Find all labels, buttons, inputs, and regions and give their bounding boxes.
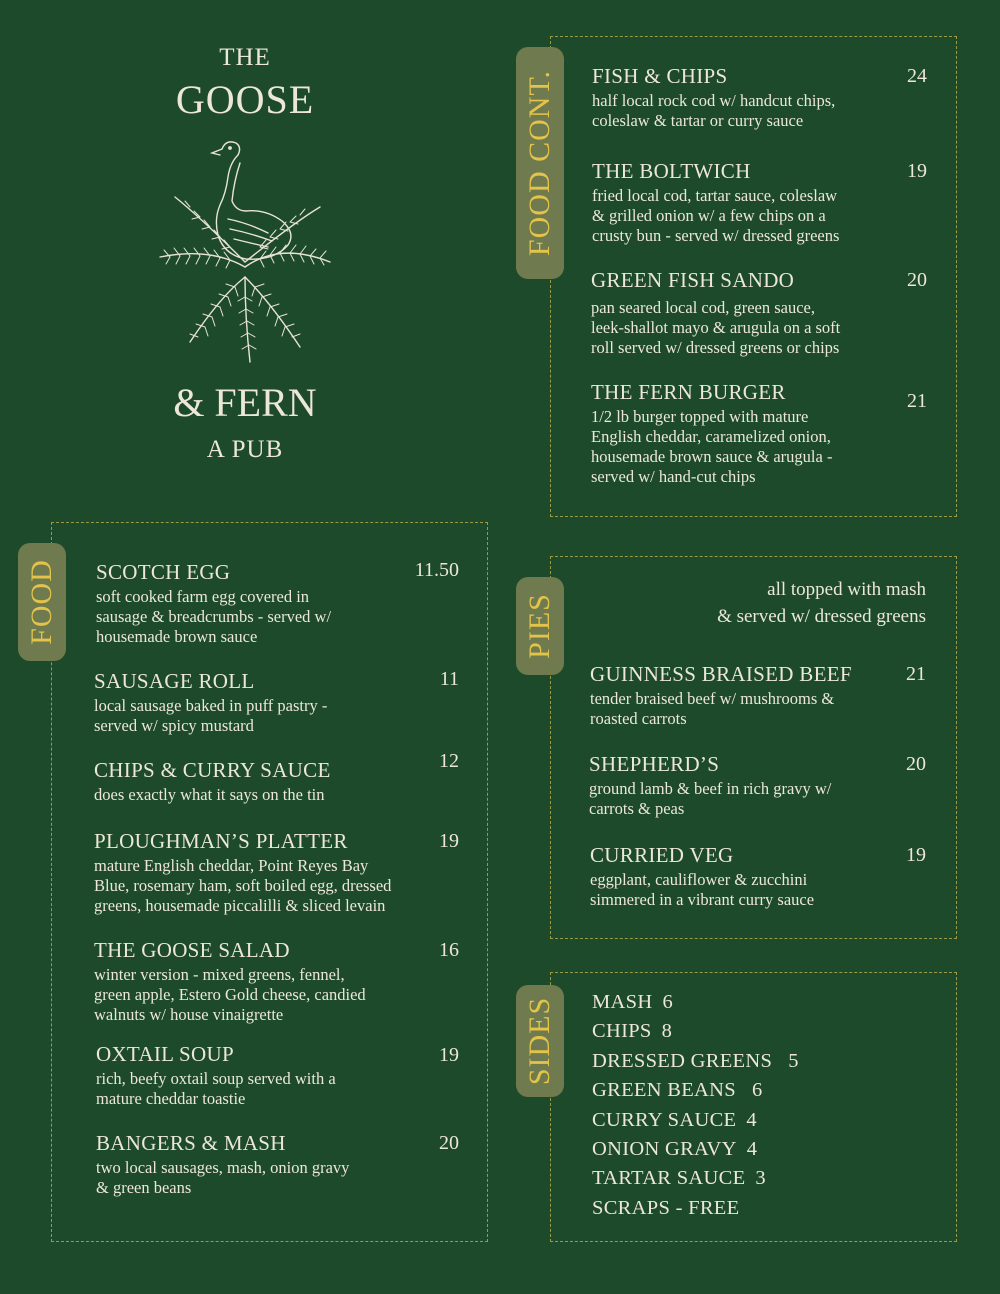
item-price: 19 [906,844,926,866]
item-description: pan seared local cod, green sauce, leek-shallot mayo & arugula on a soft roll served w/ dressed greens or chips [591,298,841,357]
list-item: ONION GRAVY 4 [592,1138,758,1161]
item-description: rich, beefy oxtail soup served with a mature cheddar toastie [96,1069,336,1108]
pub-logo [140,40,350,464]
item-description: ground lamb & beef in rich gravy w/ carrots & peas [589,779,832,818]
item-description: mature English cheddar, Point Reyes Bay Blue, rosemary ham, soft boiled egg, dressed greens, housemade piccalilli & sliced levain [94,856,392,915]
pies-heading: PIES [523,593,556,659]
item-price: 21 [906,663,926,685]
item-price: 11 [439,668,459,690]
brand-pub: A PUB [206,436,284,463]
menu-item [96,560,459,647]
item-name: PLOUGHMAN’S PLATTER [94,829,348,853]
item-price: 12 [439,750,459,772]
item-description: fried local cod, tartar sauce, coleslaw & grilled onion w/ a few chips on a crusty bun - served w/ dressed greens [592,186,840,245]
menu-item [591,380,927,487]
menu-item [590,662,926,729]
item-price: 20 [439,1132,459,1154]
item-description: half local rock cod w/ handcut chips, coleslaw & tartar or curry sauce [592,91,836,130]
item-price: 19 [439,1044,459,1066]
list-item: GREEN BEANS 6 [592,1079,763,1102]
list-item: CHIPS 8 [592,1020,673,1043]
menu-item [592,64,927,131]
list-item: TARTAR SAUCE 3 [592,1167,766,1190]
list-item: SCRAPS - FREE [592,1196,740,1219]
item-description: eggplant, cauliflower & zucchini simmered in a vibrant curry sauce [590,870,815,909]
item-name: THE BOLTWICH [592,159,751,183]
brand-the: THE [219,44,271,71]
menu-item [94,750,459,805]
sides-tab [516,985,564,1097]
item-name: THE FERN BURGER [591,380,786,404]
item-description: winter version - mixed greens, fennel, green apple, Estero Gold cheese, candied walnuts w/ house vinaigrette [94,965,366,1024]
item-description: tender braised beef w/ mushrooms & roasted carrots [590,689,835,728]
list-item: MASH 6 [592,991,674,1013]
item-price: 16 [439,939,459,961]
list-item: DRESSED GREENS 5 [592,1049,799,1072]
item-price: 20 [906,753,926,775]
item-name: GREEN FISH SANDO [591,268,795,292]
item-name: CHIPS & CURRY SAUCE [94,758,331,782]
item-name: FISH & CHIPS [592,64,728,88]
item-description: local sausage baked in puff pastry - served w/ spicy mustard [94,696,328,735]
menu-item [589,752,926,819]
list-item: CURRY SAUCE 4 [592,1108,757,1131]
item-name: OXTAIL SOUP [96,1042,234,1066]
item-description: soft cooked farm egg covered in sausage & breadcrumbs - served w/ housemade brown sauce [96,587,332,646]
item-description: 1/2 lb burger topped with mature English cheddar, caramelized onion, housemade brown sauce & arugula - served w/ hand-cut chips [591,407,833,486]
item-name: SCOTCH EGG [96,560,231,584]
menu-item [590,843,926,910]
menu-item [94,938,459,1025]
item-price: 21 [907,390,927,412]
sides-list [592,988,799,1223]
item-name: SHEPHERD’S [589,752,720,776]
brand-fern: & FERN [173,380,317,425]
item-price: 11.50 [414,559,459,581]
brand-goose: GOOSE [175,77,315,122]
item-price: 19 [439,830,459,852]
menu-item [592,159,927,246]
item-name: CURRIED VEG [590,843,734,867]
menu-item [591,268,927,358]
food-heading: FOOD [25,559,58,645]
menu-item [94,829,459,916]
menu-item [94,669,459,736]
item-price: 24 [907,65,927,87]
item-price: 20 [907,269,927,291]
pies-note: all topped with mash & served w/ dressed greens [717,579,926,627]
food-cont-tab [516,47,564,279]
food-tab [18,543,66,661]
food-cont-heading: FOOD CONT. [523,69,556,257]
item-description: two local sausages, mash, onion gravy & green beans [96,1158,350,1197]
sides-heading: SIDES [523,996,557,1086]
item-name: SAUSAGE ROLL [94,669,255,693]
pies-tab [516,577,564,675]
item-description: does exactly what it says on the tin [94,785,325,804]
item-name: GUINNESS BRAISED BEEF [590,662,852,686]
item-price: 19 [907,160,927,182]
goose-fern-illustration-icon [150,137,340,367]
item-name: THE GOOSE SALAD [94,938,290,962]
item-name: BANGERS & MASH [96,1131,286,1155]
menu-item [96,1131,459,1198]
menu-item [96,1042,459,1109]
